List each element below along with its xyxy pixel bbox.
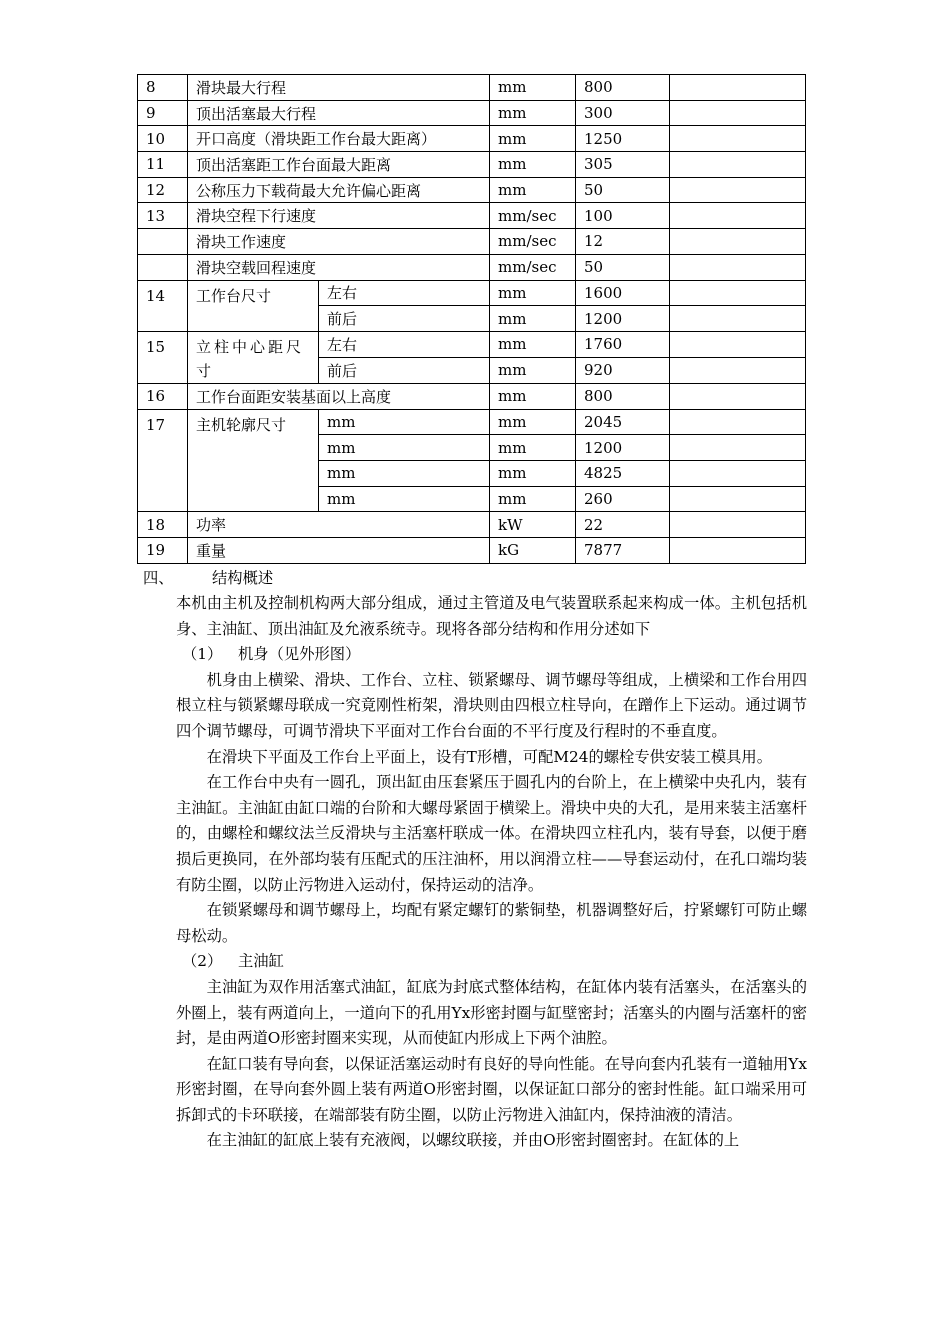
value: 100: [576, 203, 670, 229]
paragraph: 在主油缸的缸底上装有充液阀，以螺纹联接，并由O形密封圈密封。在缸体的上: [206, 1131, 740, 1150]
value: 22: [576, 512, 670, 538]
table-row: [138, 254, 806, 280]
value: 1250: [576, 126, 670, 152]
remark: [670, 126, 806, 152]
section-body: [176, 591, 807, 1154]
unit: mm: [490, 486, 576, 512]
table-row: [138, 126, 806, 152]
unit: mm: [490, 357, 576, 383]
table-row: [138, 512, 806, 538]
remark: [670, 409, 806, 435]
row-no: 19: [138, 538, 188, 564]
spec-table: [137, 74, 806, 564]
paragraph: 在缸口装有导向套，以保证活塞运动时有良好的导向性能。在导向套内孔装有一道轴用Yx形密封圈，在导向套外圆上装有两道O形密封圈，以保证缸口部分的密封性能。缸口端采用可拆卸式的卡环联接，在端部装有防尘圈，以防止污物进入油缸内，保持油液的清洁。: [176, 1054, 807, 1124]
unit: mm: [490, 383, 576, 409]
remark: [670, 460, 806, 486]
subsection-number: （2）: [182, 952, 223, 971]
section-heading: [143, 566, 273, 588]
section-number: 四、: [143, 569, 174, 587]
sub-param: 左右: [319, 331, 490, 357]
value: 7877: [576, 538, 670, 564]
unit: mm/sec: [490, 229, 576, 255]
table-row: [138, 229, 806, 255]
unit: mm: [490, 75, 576, 101]
unit: mm: [490, 100, 576, 126]
table-row: [138, 177, 806, 203]
subsection-title: 机身（见外形图）: [238, 645, 361, 664]
value: 800: [576, 383, 670, 409]
row-no: 18: [138, 512, 188, 538]
param-name: 工作台面距安装基面以上高度: [188, 383, 490, 409]
value: 4825: [576, 460, 670, 486]
param-name: 重量: [188, 538, 490, 564]
value: 920: [576, 357, 670, 383]
subsection-heading: [182, 642, 807, 668]
intro-paragraph: 本机由主机及控制机构两大部分组成，通过主管道及电气装置联系起来构成一体。主机包括机身、主油缸、顶出油缸及允液系统寺。现将各部分结构和作用分述如下: [176, 594, 807, 638]
paragraph: 在滑块下平面及工作台上平面上，设有T形槽，可配M24的螺栓专供安装工模具用。: [206, 747, 773, 766]
remark: [670, 75, 806, 101]
unit: mm: [490, 280, 576, 306]
remark: [670, 177, 806, 203]
param-name: 公称压力下载荷最大允许偏心距离: [188, 177, 490, 203]
unit: mm: [490, 152, 576, 178]
sub-param: mm: [319, 409, 490, 435]
remark: [670, 229, 806, 255]
remark: [670, 100, 806, 126]
row-no: 16: [138, 383, 188, 409]
value: 50: [576, 254, 670, 280]
param-name: 工作台尺寸: [188, 280, 319, 331]
table-row: [138, 538, 806, 564]
unit: mm: [490, 460, 576, 486]
remark: [670, 152, 806, 178]
unit: mm: [490, 331, 576, 357]
param-name: 滑块空载回程速度: [188, 254, 490, 280]
row-no: 15: [138, 331, 188, 383]
remark: [670, 280, 806, 306]
value: 305: [576, 152, 670, 178]
paragraph: 主油缸为双作用活塞式油缸，缸底为封底式整体结构，在缸体内装有活塞头，在活塞头的外圈上，装有两道向上，一道向下的孔用Yx形密封圈与缸壁密封；活塞头的内圈与活塞杆的密封，是由两道O形密封圈来实现，从而使缸内形成上下两个油腔。: [176, 977, 807, 1048]
sub-param: 前后: [319, 306, 490, 332]
row-no: 13: [138, 203, 188, 229]
param-name: 功率: [188, 512, 490, 538]
value: 2045: [576, 409, 670, 435]
row-no: 10: [138, 126, 188, 152]
unit: mm: [490, 177, 576, 203]
remark: [670, 203, 806, 229]
remark: [670, 512, 806, 538]
param-name: 滑块工作速度: [188, 229, 490, 255]
row-no: [138, 229, 188, 255]
row-no: 9: [138, 100, 188, 126]
remark: [670, 383, 806, 409]
sub-param: 前后: [319, 357, 490, 383]
unit: mm: [490, 306, 576, 332]
row-no: 11: [138, 152, 188, 178]
remark: [670, 254, 806, 280]
param-name: 滑块最大行程: [188, 75, 490, 101]
param-name: 开口高度（滑块距工作台最大距离）: [188, 126, 490, 152]
value: 300: [576, 100, 670, 126]
value: 1200: [576, 435, 670, 461]
unit: kG: [490, 538, 576, 564]
table-row: [138, 280, 806, 306]
row-no: 14: [138, 280, 188, 331]
remark: [670, 538, 806, 564]
remark: [670, 357, 806, 383]
table-row: [138, 152, 806, 178]
value: 800: [576, 75, 670, 101]
remark: [670, 435, 806, 461]
value: 260: [576, 486, 670, 512]
paragraph: 机身由上横梁、滑块、工作台、立柱、锁紧螺母、调节螺母等组成，上横梁和工作台用四根立柱与锁紧螺母联成一究竟刚性桁架，滑块则由四根立柱导向，在蹭作上下运动。通过调节四个调节螺母，可调节滑块下平面对工作台台面的不平行度及行程时的不垂直度。: [176, 670, 807, 740]
value: 50: [576, 177, 670, 203]
param-name: 滑块空程下行速度: [188, 203, 490, 229]
sub-param: mm: [319, 460, 490, 486]
unit: kW: [490, 512, 576, 538]
row-no: 8: [138, 75, 188, 101]
section-title: 结构概述: [212, 569, 274, 587]
subsection-number: （1）: [182, 645, 223, 664]
unit: mm/sec: [490, 203, 576, 229]
unit: mm/sec: [490, 254, 576, 280]
row-no: [138, 254, 188, 280]
value: 1760: [576, 331, 670, 357]
remark: [670, 331, 806, 357]
remark: [670, 486, 806, 512]
table-row: [138, 383, 806, 409]
param-name: 顶出活塞最大行程: [188, 100, 490, 126]
sub-param: 左右: [319, 280, 490, 306]
param-name: 顶出活塞距工作台面最大距离: [188, 152, 490, 178]
table-row: [138, 75, 806, 101]
value: 1600: [576, 280, 670, 306]
unit: mm: [490, 409, 576, 435]
paragraph: 在锁紧螺母和调节螺母上，均配有紧定螺钉的紫铜垫，机器调整好后，拧紧螺钉可防止螺母松动。: [176, 901, 807, 945]
unit: mm: [490, 435, 576, 461]
value: 1200: [576, 306, 670, 332]
table-row: [138, 203, 806, 229]
unit: mm: [490, 126, 576, 152]
row-no: 12: [138, 177, 188, 203]
table-row: [138, 409, 806, 435]
row-no: 17: [138, 409, 188, 512]
remark: [670, 306, 806, 332]
paragraph: 在工作台中央有一圆孔，顶出缸由压套紧压于圆孔内的台阶上，在上横梁中央孔内，装有主油缸。主油缸由缸口端的台阶和大螺母紧固于横梁上。滑块中央的大孔，是用来装主活塞杆的，由螺栓和螺纹法兰反滑块与主活塞杆联成一体。在滑块四立柱孔内，装有导套，以便于磨损后更换同，在外部均装有压配式的压注油杯，用以润滑立柱——导套运动付，在孔口端均装有防尘圈，以防止污物进入运动付，保持运动的洁净。: [176, 773, 807, 894]
value: 12: [576, 229, 670, 255]
param-name: 主机轮廓尺寸: [188, 409, 319, 512]
sub-param: mm: [319, 435, 490, 461]
subsection-heading: [182, 949, 807, 975]
table-row: [138, 100, 806, 126]
sub-param: mm: [319, 486, 490, 512]
table-row: [138, 331, 806, 357]
subsection-title: 主油缸: [238, 952, 284, 971]
param-name: 立柱中心距尺寸: [188, 331, 319, 383]
